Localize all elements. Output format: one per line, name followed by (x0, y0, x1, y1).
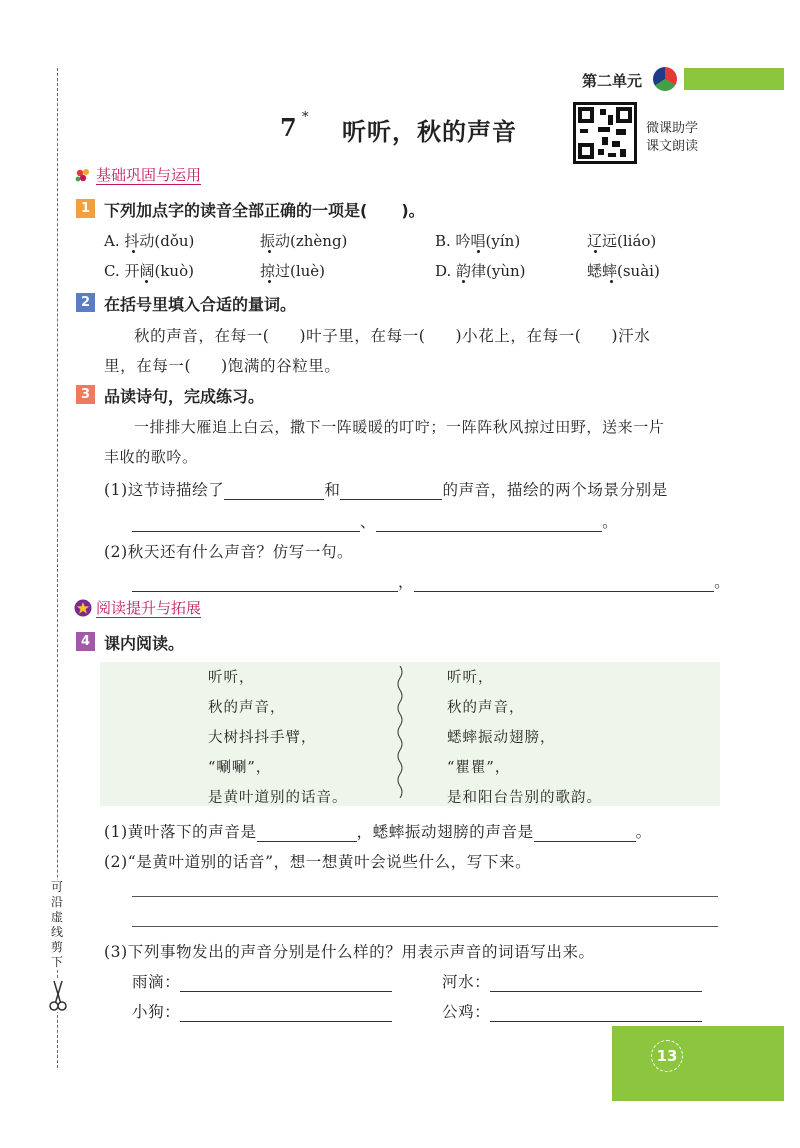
q4-sub3: (3)下列事物发出的声音分别是什么样的？用表示声音的词语写出来。 (104, 943, 595, 961)
emphasis-dot (477, 250, 480, 253)
question-4-prompt: 课内阅读。 (104, 634, 185, 653)
q4-sub1: (1)黄叶落下的声音是 ，蟋蟀振动翅膀的声音是 。 (104, 823, 652, 841)
unit-label: 第二单元 (582, 72, 643, 90)
berry-icon (74, 166, 92, 184)
answer-blank[interactable] (180, 1006, 392, 1022)
writing-line[interactable] (132, 926, 718, 927)
q3-poem-line-1: 一排排大雁追上白云，撒下一阵暖暖的叮咛；一阵阵秋风掠过田野，送来一片 (134, 418, 665, 436)
scissors-icon (48, 978, 68, 1012)
poem-right-line: 是和阳台告别的歌韵。 (447, 790, 602, 806)
qr-caption-2: 课文朗读 (646, 139, 699, 154)
answer-blank[interactable] (180, 976, 392, 992)
qr-code-icon[interactable] (573, 102, 637, 164)
q3-sub2: (2)秋天还有什么声音？仿写一句。 (104, 543, 354, 561)
poem-right-line: 秋的声音， (447, 700, 525, 716)
poem-right-line: “瞿瞿”， (447, 760, 511, 776)
emphasis-dot (610, 280, 613, 283)
poem-left-line: 是黄叶道别的话音。 (208, 790, 348, 806)
writing-line[interactable] (132, 896, 718, 897)
lesson-star: * (302, 110, 309, 125)
emphasis-dot (594, 250, 597, 253)
question-1-text: 下列加点字的读音全部正确的一项是( (104, 201, 368, 220)
poem-left-line: 秋的声音， (208, 700, 286, 716)
question-2-prompt: 在括号里填入合适的量词。 (104, 295, 297, 314)
option-a-label: A. 抖动(dǒu) (104, 230, 244, 251)
section-basic-title: 基础巩固与运用 (96, 166, 202, 184)
answer-blank[interactable] (534, 826, 636, 842)
option-c-2: 掠过(luè) (260, 262, 326, 280)
answer-blank[interactable] (490, 976, 702, 992)
answer-blank[interactable] (490, 1006, 702, 1022)
q4-item-river: 河水： (442, 970, 702, 992)
question-1-prompt (104, 198, 425, 221)
answer-blank[interactable] (132, 576, 398, 592)
emphasis-dot (268, 250, 271, 253)
emphasis-dot (462, 280, 465, 283)
poem-left-line: 听听， (208, 670, 255, 686)
emphasis-dot (132, 250, 135, 253)
emphasis-dot (268, 280, 271, 283)
option-d-1: D. 韵律(yùn) (435, 262, 526, 280)
qr-caption-1: 微课助学 (646, 121, 699, 136)
question-2-line-2: 里，在每一( )饱满的谷粒里。 (104, 357, 341, 375)
unit-ball-icon (653, 67, 677, 91)
q3-poem-line-2: 丰收的歌吟。 (104, 448, 198, 466)
section-reading-title: 阅读提升与拓展 (96, 599, 202, 617)
question-3-number: 3 (76, 385, 95, 404)
answer-blank[interactable] (376, 516, 602, 532)
answer-blank[interactable] (224, 484, 324, 500)
q4-item-rain: 雨滴： (132, 970, 392, 992)
option-c-1: C. 开阔(kuò) (104, 262, 194, 280)
page-number: 13 (651, 1040, 683, 1072)
answer-blank[interactable] (414, 576, 714, 592)
poem-left-line: 大树抖抖手臂， (208, 730, 317, 746)
question-1-number: 1 (76, 199, 95, 218)
option-a-2: 振动(zhèng) (260, 232, 348, 250)
q4-item-dog: 小狗： (132, 1000, 392, 1022)
question-2-line-1: 秋的声音，在每一( )叶子里，在每一( )小花上，在每一( )汗水 (134, 327, 651, 345)
question-1-text-end: )。 (401, 201, 425, 220)
answer-blank[interactable] (340, 484, 442, 500)
wavy-divider (395, 666, 405, 802)
q4-item-rooster: 公鸡： (442, 1000, 702, 1022)
option-b-1: B. 吟唱(yín) (435, 232, 521, 250)
page-number-panel (612, 1026, 784, 1101)
section-reading-header (74, 597, 201, 618)
lesson-number: 7 (280, 113, 297, 142)
question-4-number: 4 (76, 632, 95, 651)
q3-sub2-answer: ， 。 (132, 570, 730, 592)
question-3-prompt: 品读诗句，完成练习。 (104, 387, 265, 406)
poem-right-line: 蟋蟀振动翅膀， (447, 730, 556, 746)
poem-box (100, 662, 720, 806)
poem-right-line: 听听， (447, 670, 494, 686)
q3-sub1: (1)这节诗描绘了 和 的声音，描绘的两个场景分别是 (104, 481, 668, 499)
answer-blank[interactable] (132, 516, 360, 532)
question-2-number: 2 (76, 293, 95, 312)
q3-sub1-line-2: 、 。 (132, 510, 618, 532)
answer-blank[interactable] (257, 826, 357, 842)
emphasis-dot (145, 280, 148, 283)
star-badge-icon (74, 599, 92, 617)
q4-sub2: (2)“是黄叶道别的话音”，想一想黄叶会说些什么，写下来。 (104, 853, 532, 871)
cut-label: 可沿虚线剪下 (50, 880, 63, 969)
page-title: 听听，秋的声音 (342, 118, 517, 146)
section-basic-header (74, 164, 201, 185)
option-d-2: 蟋蟀(suài) (587, 262, 660, 280)
poem-left-line: “唰唰”， (208, 760, 272, 776)
option-b-2: 辽远(liáo) (587, 232, 657, 250)
unit-color-bar (684, 68, 784, 90)
